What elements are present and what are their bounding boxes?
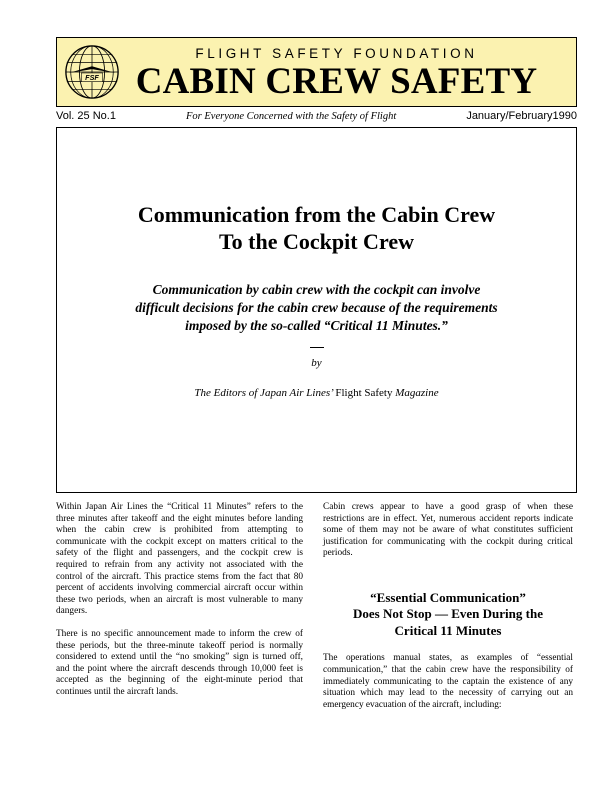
deck-line: imposed by the so-called “Critical 11 Minutes.” <box>185 318 448 333</box>
deck-line: Communication by cabin crew with the cockpit can involve <box>152 282 481 297</box>
headline-line: Communication from the Cabin Crew <box>137 202 496 227</box>
paragraph: Within Japan Air Lines the “Critical 11 Minutes” refers to the three minutes after takeoff and the eight minutes before landing when the cabin crew is prohibited from attempting to communicate with the cockpit except on matters critical to the safety of the flight and passengers, and the cockpit crew is required to refrain from any activity not associated with the control of the aircraft. This practice stems from the fact that 80 percent of accidents involving commercial aircraft occur within these two periods, when an aircraft is most vulnerable to many dangers. <box>56 502 303 617</box>
by-label: by <box>311 357 322 369</box>
issue-date: January/February1990 <box>466 110 577 122</box>
tagline: For Everyone Concerned with the Safety of Flight <box>186 111 397 122</box>
byline-publication: Flight Safety <box>335 387 393 399</box>
subheading-line: Critical 11 Minutes <box>394 622 502 638</box>
paragraph: Cabin crews appear to have a good grasp of when these restrictions are in effect. Yet, numerous accident reports indicate some of them may not be aware of what constitutes sufficient justification for communicating with the cockpit during critical periods. <box>323 502 573 559</box>
byline-magazine: Magazine <box>392 387 439 399</box>
subheading-line: Does Not Stop — Even During the <box>353 606 543 622</box>
logo-text: FSF <box>85 73 99 83</box>
foundation-name: FLIGHT SAFETY FOUNDATION <box>195 46 478 61</box>
deck-line: difficult decisions for the cabin crew because of the requirements <box>135 300 498 315</box>
separator-rule <box>310 347 324 348</box>
section-subheading <box>323 590 573 640</box>
paragraph: There is no specific announcement made to inform the crew of these periods, but the three-minute takeoff period is normally considered to extend until the “no smoking” sign is turned off, and the point where the aircraft descends through 10,000 feet is accepted as the beginning of the eight-minute period that continues until the aircraft lands. <box>56 628 303 697</box>
subheading-line: “Essential Communication” <box>370 589 526 605</box>
masthead <box>56 37 577 107</box>
volume-number: Vol. 25 No.1 <box>56 110 116 122</box>
body-column-right <box>323 502 573 722</box>
article-title-box <box>56 127 577 493</box>
publication-title: CABIN CREW SAFETY <box>135 61 538 102</box>
article-deck <box>87 281 546 335</box>
byline-editors: The Editors of Japan Air Lines’ <box>194 387 336 399</box>
article-headline <box>57 201 576 255</box>
body-column-left <box>56 502 303 710</box>
headline-line: To the Cockpit Crew <box>219 229 414 254</box>
byline <box>57 387 576 399</box>
paragraph: The operations manual states, as examples of “essential communication,” that the cabin crew have the responsibility of immediately communicating to the captain the existence of any situation which may lead to the necessity of carrying out an emergency evacuation of the aircraft, including: <box>323 653 573 710</box>
